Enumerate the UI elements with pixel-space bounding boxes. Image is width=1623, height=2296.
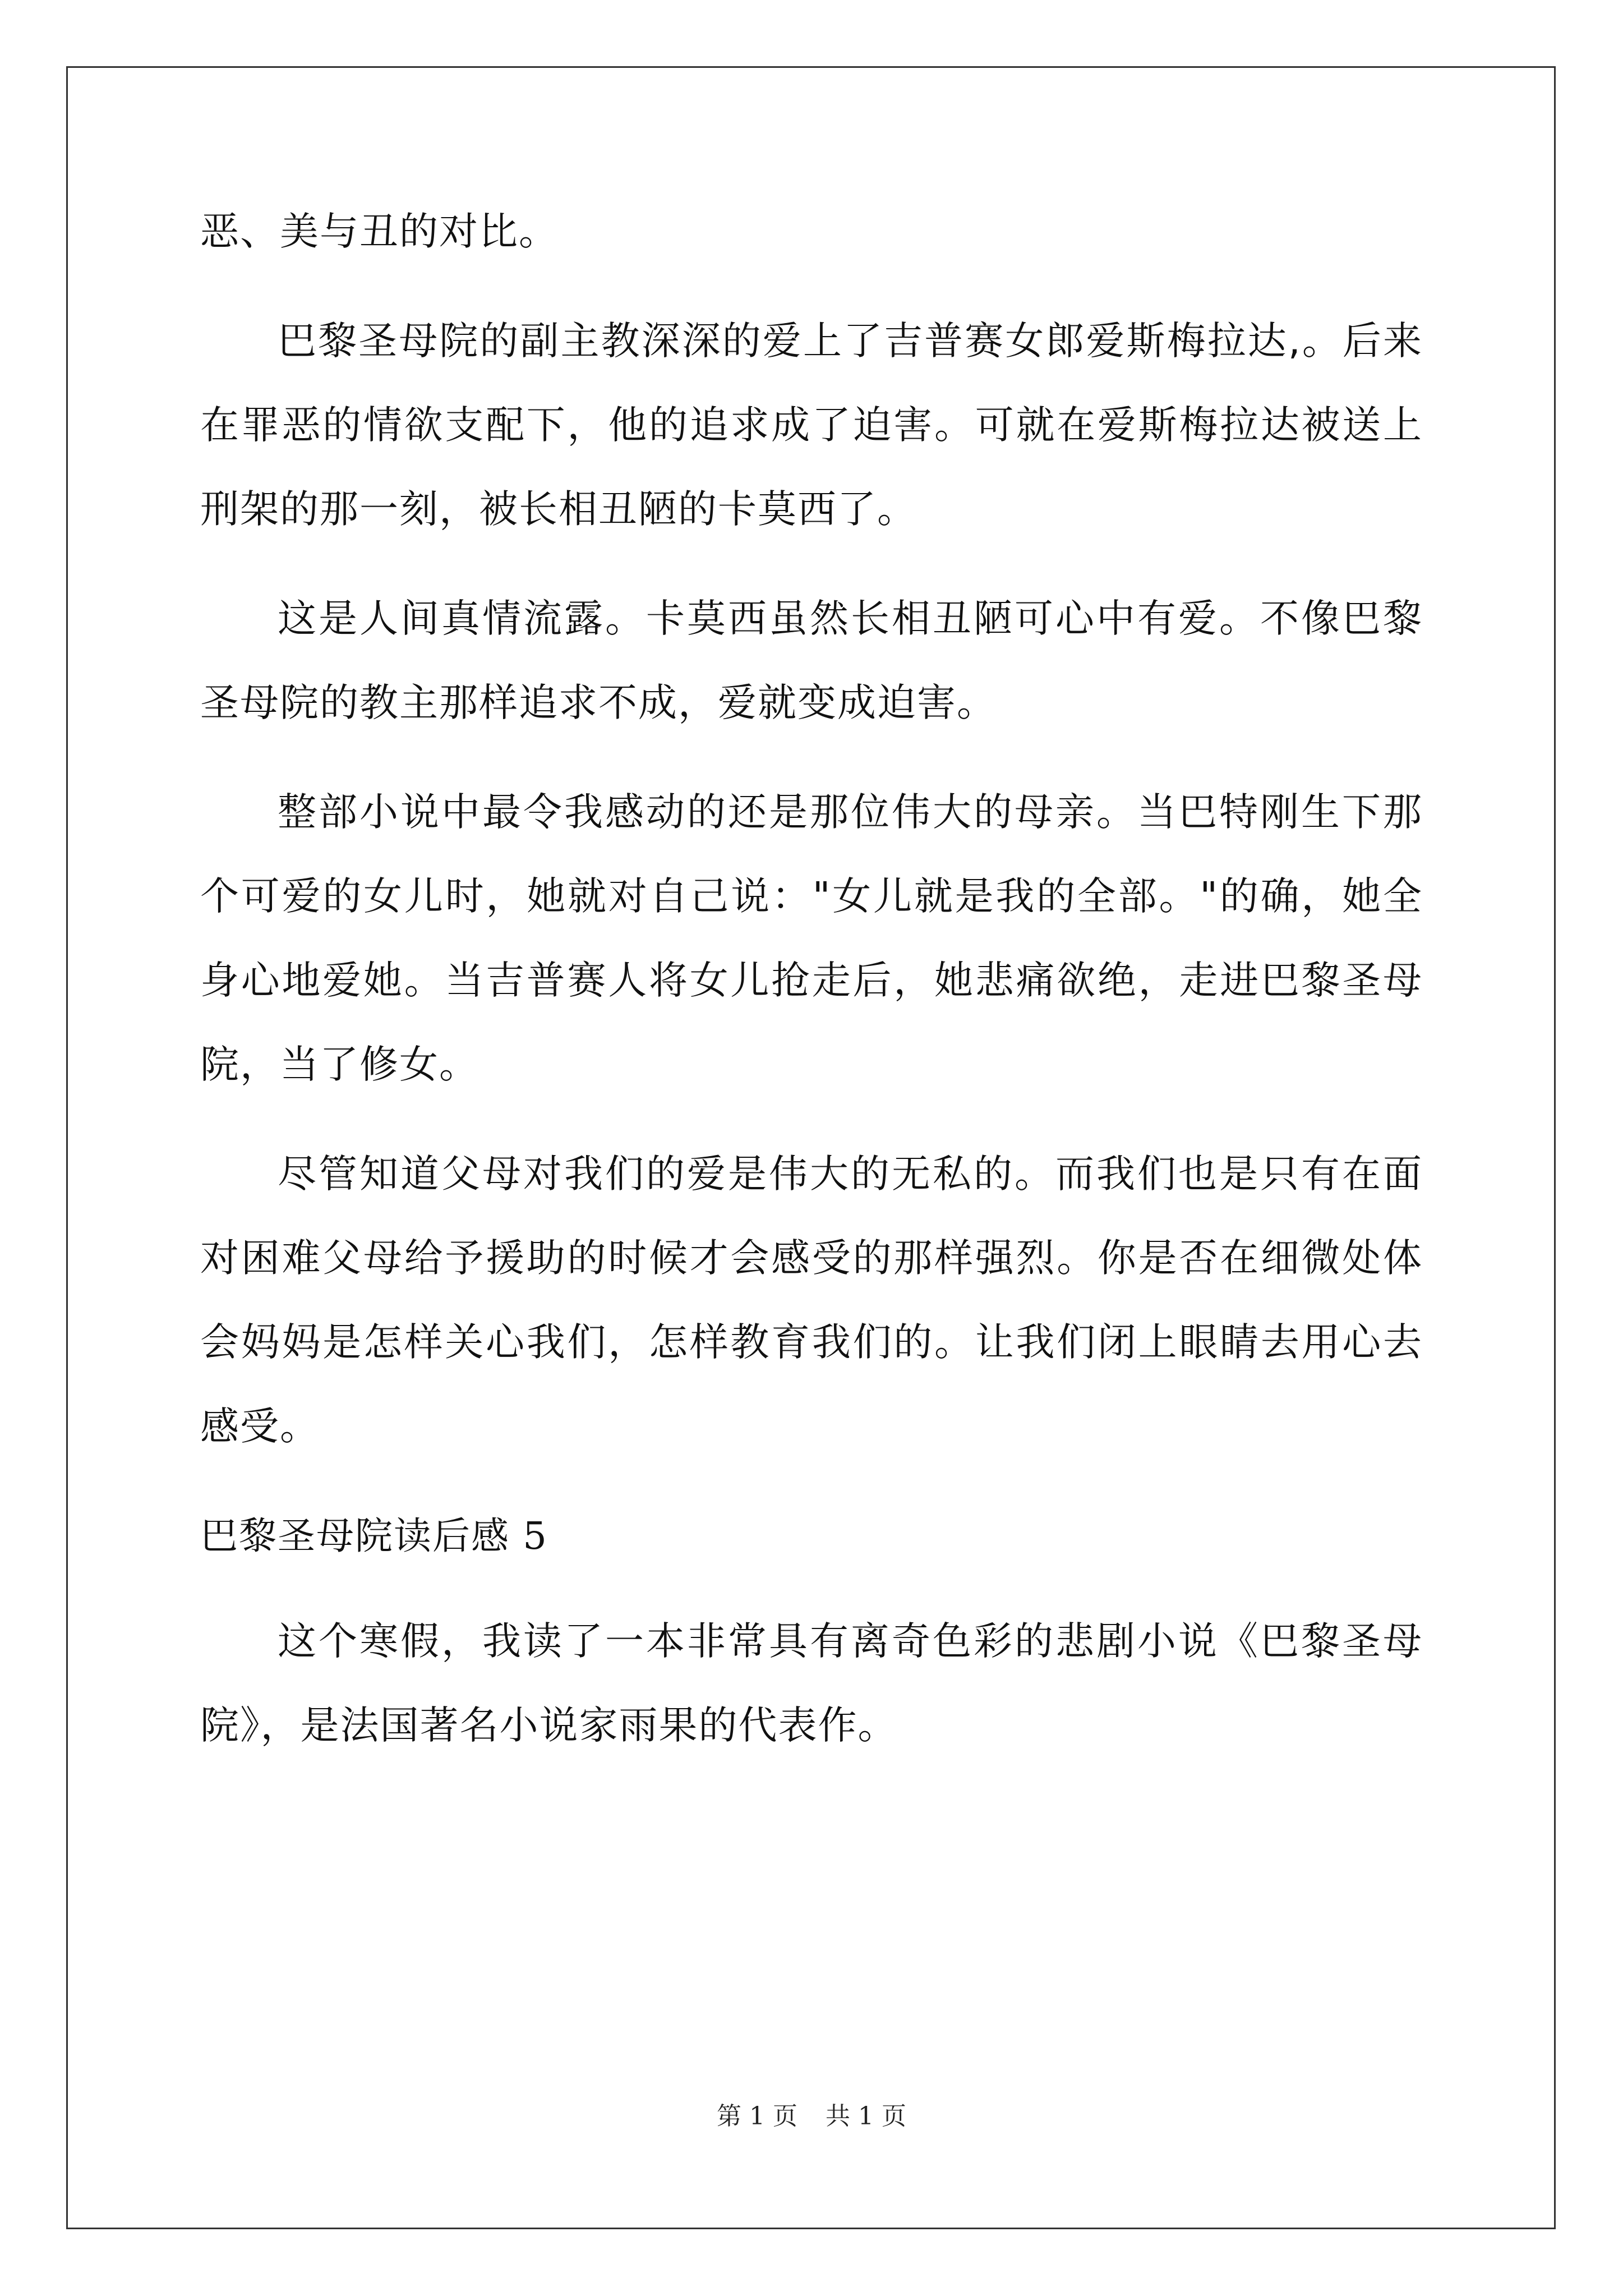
paragraph-5: 尽管知道父母对我们的爱是伟大的无私的。而我们也是只有在面对困难父母给予援助的时候才会感受的那样强烈。你是否在细微处体会妈妈是怎样关心我们，怎样教育我们的。让我们闭上眼睛去用心去感受。 bbox=[200, 1152, 1423, 1449]
page-number-total: 共 1 页 bbox=[826, 2102, 906, 2131]
section-heading: 巴黎圣母院读后感 5 bbox=[200, 1514, 548, 1558]
paragraph-4: 整部小说中最令我感动的还是那位伟大的母亲。当巴特刚生下那个可爱的女儿时，她就对自己说："女儿就是我的全部。"的确，她全身心地爱她。当吉普赛人将女儿抢走后，她悲痛欲绝，走进巴黎圣母院，当了修女。 bbox=[200, 790, 1423, 1087]
page-footer bbox=[0, 2096, 1623, 2132]
paragraph-6: 这个寒假，我读了一本非常具有离奇色彩的悲剧小说《巴黎圣母院》，是法国著名小说家雨果的代表作。 bbox=[200, 1619, 1423, 1748]
page-number-current: 第 1 页 bbox=[717, 2102, 797, 2131]
paragraph-1: 恶、美与丑的对比。 bbox=[200, 209, 559, 254]
paragraph-3: 这是人间真情流露。卡莫西虽然长相丑陋可心中有爱。不像巴黎圣母院的教主那样追求不成，爱就变成迫害。 bbox=[200, 596, 1423, 725]
paragraph-2: 巴黎圣母院的副主教深深的爱上了吉普赛女郎爱斯梅拉达,。后来在罪恶的情欲支配下，他的追求成了迫害。可就在爱斯梅拉达被送上刑架的那一刻，被长相丑陋的卡莫西了。 bbox=[200, 319, 1423, 532]
document-body bbox=[200, 190, 1423, 1793]
